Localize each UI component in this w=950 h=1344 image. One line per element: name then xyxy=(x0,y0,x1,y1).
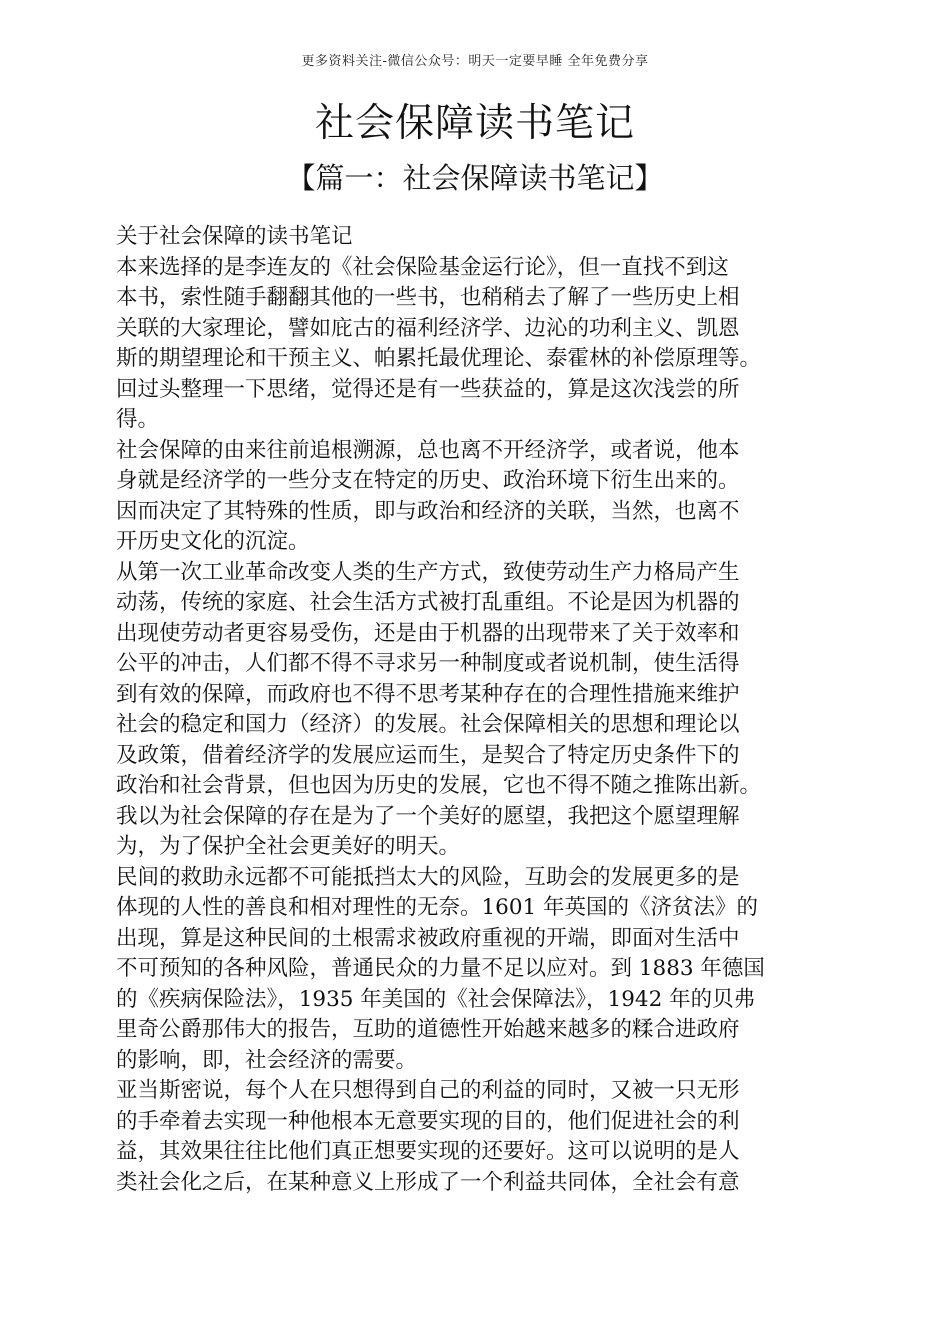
body-line: 公平的冲击，人们都不得不寻求另一种制度或者说机制，使生活得 xyxy=(116,651,740,676)
body-line: 出现使劳动者更容易受伤，还是由于机器的出现带来了关于效率和 xyxy=(116,620,740,646)
body-line: 的《疾病保险法》，1935 年美国的《社会保障法》，1942 年的贝弗 xyxy=(116,986,756,1012)
body-line: 出现，算是这种民间的土根需求被政府重视的开端，即面对生活中 xyxy=(116,925,740,951)
body-line: 社会的稳定和国力（经济）的发展。社会保障相关的思想和理论以 xyxy=(116,712,740,737)
document-title: 社会保障读书笔记 xyxy=(314,101,635,146)
body-line: 的影响，即，社会经济的需要。 xyxy=(116,1047,418,1073)
header-note: 更多资料关注-微信公众号：明天一定要早睡 全年免费分享 xyxy=(301,54,649,69)
body-line: 开历史文化的沉淀。 xyxy=(116,529,310,554)
body-line: 的手牵着去实现一种他根本无意要实现的目的，他们促进社会的利 xyxy=(116,1108,740,1134)
body-line: 里奇公爵那伟大的报告，互助的道德性开始越来越多的糅合进政府 xyxy=(116,1017,740,1042)
document-body xyxy=(116,222,876,1198)
document-subtitle: 【篇一：社会保障读书笔记】 xyxy=(286,161,664,195)
body-line: 社会保障的由来往前追根溯源，总也离不开经济学，或者说，他本 xyxy=(116,437,740,463)
body-line: 身就是经济学的一些分支在特定的历史、政治环境下衍生出来的。 xyxy=(116,468,740,493)
body-line: 亚当斯密说，每个人在只想得到自己的利益的同时，又被一只无形 xyxy=(116,1078,740,1103)
body-line: 及政策，借着经济学的发展应运而生，是契合了特定历史条件下的 xyxy=(116,742,740,768)
body-line: 类社会化之后，在某种意义上形成了一个利益共同体，全社会有意 xyxy=(116,1169,740,1195)
body-line: 政治和社会背景，但也因为历史的发展，它也不得不随之推陈出新。 xyxy=(116,773,762,798)
body-line: 因而决定了其特殊的性质，即与政治和经济的关联，当然，也离不 xyxy=(116,498,740,524)
body-line: 体现的人性的善良和相对理性的无奈。1601 年英国的《济贫法》的 xyxy=(116,895,759,920)
body-line: 为，为了保护全社会更美好的明天。 xyxy=(116,834,461,859)
body-line: 关联的大家理论，譬如庇古的福利经济学、边沁的功利主义、凯恩 xyxy=(116,315,740,341)
body-line: 本来选择的是李连友的《社会保险基金运行论》，但一直找不到这 xyxy=(116,254,729,280)
body-line: 回过头整理一下思绪，觉得还是有一些获益的，算是这次浅尝的所 xyxy=(116,376,740,402)
body-line: 得。 xyxy=(116,407,160,432)
body-line: 民间的救助永远都不可能抵挡太大的风险，互助会的发展更多的是 xyxy=(116,864,740,890)
body-line: 到有效的保障，而政府也不得不思考某种存在的合理性措施来维护 xyxy=(116,681,740,707)
body-line: 从第一次工业革命改变人类的生产方式，致使劳动生产力格局产生 xyxy=(116,559,740,585)
body-line: 关于社会保障的读书笔记 xyxy=(116,224,353,249)
body-line: 动荡，传统的家庭、社会生活方式被打乱重组。不论是因为机器的 xyxy=(116,590,740,615)
body-line: 本书，索性随手翻翻其他的一些书，也稍稍去了解了一些历史上相 xyxy=(116,285,740,310)
body-line: 益，其效果往往比他们真正想要实现的还要好。这可以说明的是人 xyxy=(116,1139,740,1164)
body-line: 我以为社会保障的存在是为了一个美好的愿望，我把这个愿望理解 xyxy=(116,803,740,829)
body-line: 斯的期望理论和干预主义、帕累托最优理论、泰霍林的补偿原理等。 xyxy=(116,346,762,371)
body-line: 不可预知的各种风险，普通民众的力量不足以应对。到 1883 年德国 xyxy=(116,956,765,981)
